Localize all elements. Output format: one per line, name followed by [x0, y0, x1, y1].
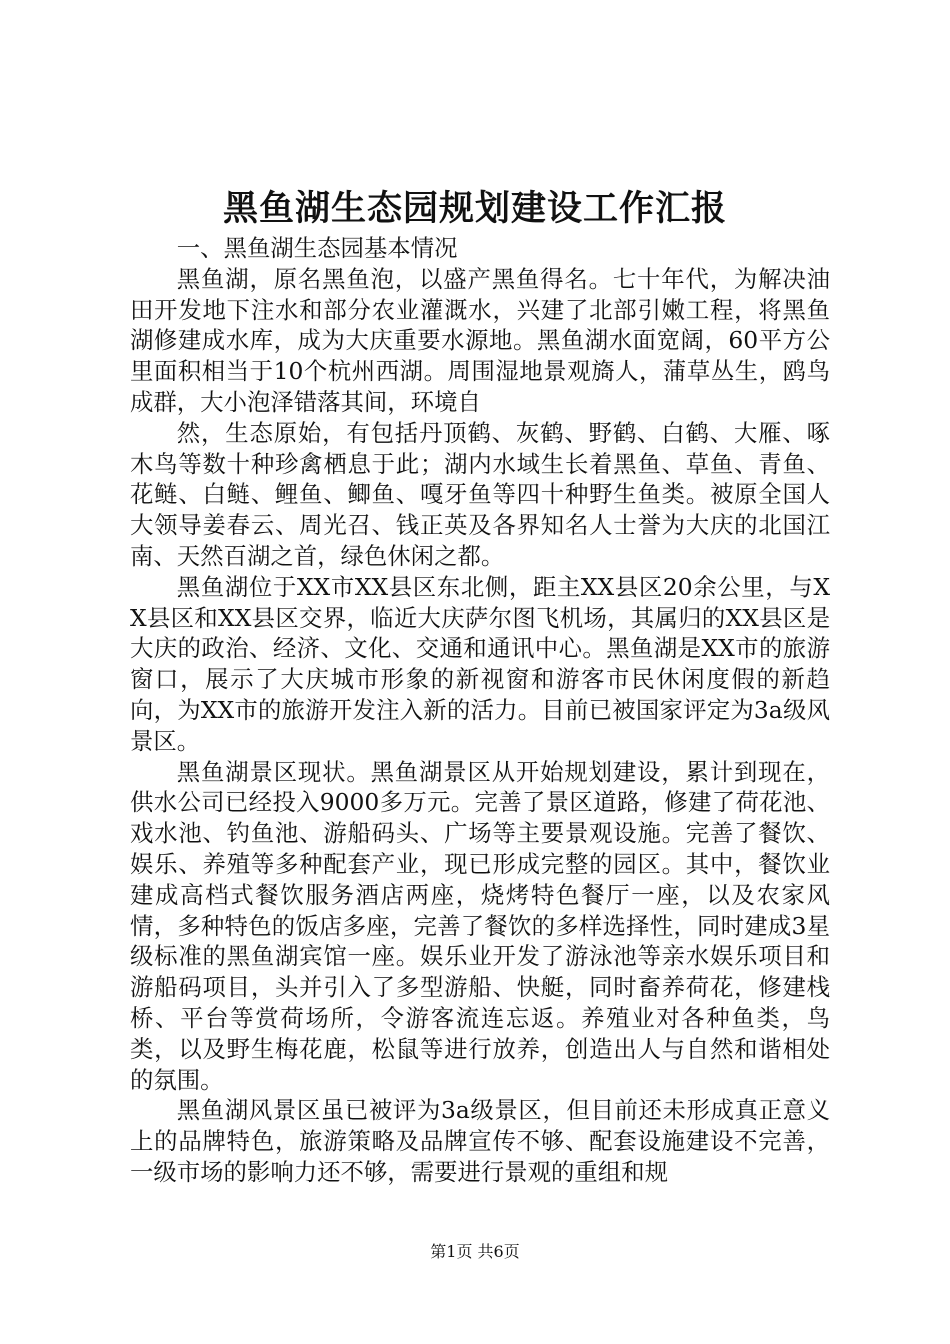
section-heading: 一、黑鱼湖生态园基本情况: [176, 234, 458, 262]
document-title: 黑鱼湖生态园规划建设工作汇报: [222, 188, 727, 229]
document-body: [130, 233, 830, 1188]
paragraph: 黑鱼湖风景区虽已被评为3a级景区，但目前还未形成真正意义上的品牌特色，旅游策略及品牌宣传不够、配套设施建设不完善，一级市场的影响力还不够，需要进行景观的重组和规: [130, 1096, 830, 1186]
paragraph: 然，生态原始，有包括丹顶鹤、灰鹤、野鹤、白鹤、大雁、啄木鸟等数十种珍禽栖息于此；湖内水域生长着黑鱼、草鱼、青鱼、花鲢、白鲢、鲤鱼、鲫鱼、嘎牙鱼等四十种野生鱼类。被原全国人大领导姜春云、周光召、钱正英及各界知名人士誉为大庆的北国江南、天然百湖之首，绿色休闲之都。: [130, 418, 830, 570]
page-footer: 第1页 共6页: [430, 1242, 520, 1261]
paragraph: 黑鱼湖位于XX市XX县区东北侧，距主XX县区20余公里，与XX县区和XX县区交界，临近大庆萨尔图飞机场，其属归的XX县区是大庆的政治、经济、文化、交通和通讯中心。黑鱼湖是XX市的旅游窗口，展示了大庆城市形象的新视窗和游客市民休闲度假的新趋向，为XX市的旅游开发注入新的活力。目前已被国家评定为3a级风景区。: [130, 572, 830, 755]
paragraph: 黑鱼湖景区现状。黑鱼湖景区从开始规划建设，累计到现在，供水公司已经投入9000多万元。完善了景区道路，修建了荷花池、戏水池、钓鱼池、游船码头、广场等主要景观设施。完善了餐饮、娱乐、养殖等多种配套产业，现已形成完整的园区。其中，餐饮业建成高档式餐饮服务酒店两座，烧烤特色餐厅一座，以及农家风情，多种特色的饭店多座，完善了餐饮的多样选择性，同时建成3星级标准的黑鱼湖宾馆一座。娱乐业开发了游泳池等亲水娱乐项目和游船码项目，头并引入了多型游船、快艇，同时畜养荷花，修建栈桥、平台等赏荷场所，令游客流连忘返。养殖业对各种鱼类，鸟类，以及野生梅花鹿，松鼠等进行放养，创造出人与自然和谐相处的氛围。: [130, 757, 830, 1094]
paragraph: 黑鱼湖，原名黑鱼泡，以盛产黑鱼得名。七十年代，为解决油田开发地下注水和部分农业灌溉水，兴建了北部引嫩工程，将黑鱼湖修建成水库，成为大庆重要水源地。黑鱼湖水面宽阔，60平方公里面积相当于10个杭州西湖。周围湿地景观旖人，蒲草丛生，鸥鸟成群，大小泡泽错落其间，环境自: [130, 264, 830, 416]
